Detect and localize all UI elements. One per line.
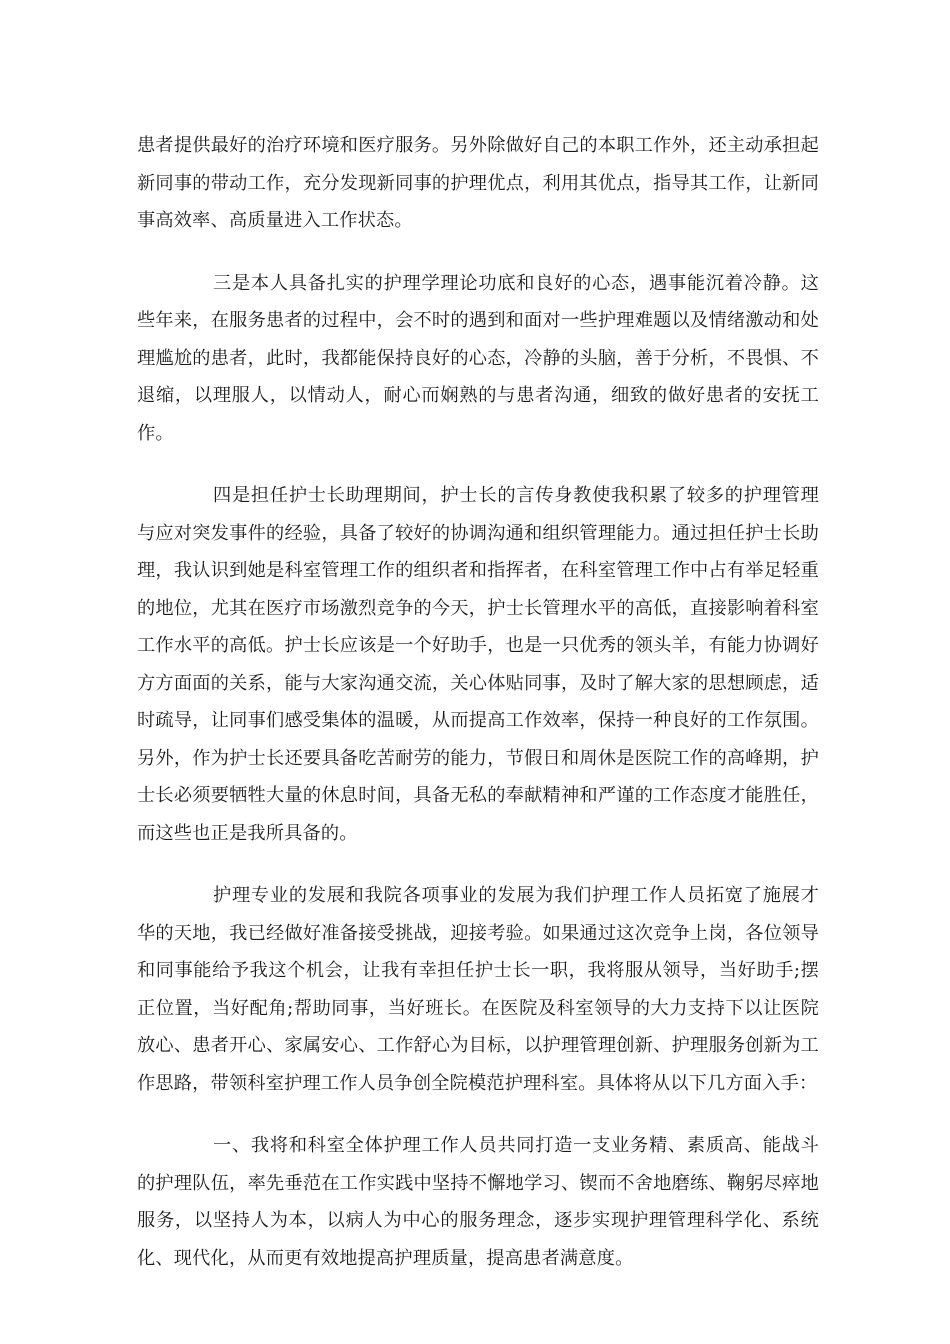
paragraph-third-point: 三是本人具备扎实的护理学理论功底和良好的心态，遇事能沉着冷静。这些年来，在服务患者的过程中，会不时的遇到和面对一些护理难题以及情绪激动和处理尴尬的患者，此时，我都能保持良好的心态，冷静的头脑，善于分析，不畏惧、不退缩，以理服人，以情动人，耐心而娴熟的与患者沟通，细致的做好患者的安抚工作。: [137, 272, 819, 444]
paragraph-continuation: 患者提供最好的治疗环境和医疗服务。另外除做好自己的本职工作外，还主动承担起新同事的带动工作，充分发现新同事的护理优点，利用其优点，指导其工作，让新同事高效率、高质量进入工作状态。: [137, 135, 819, 231]
paragraph-fourth-point: 四是担任护士长助理期间，护士长的言传身教使我积累了较多的护理管理与应对突发事件的经验，具备了较好的协调沟通和组织管理能力。通过担任护士长助理，我认识到她是科室管理工作的组织者和指挥者，在科室管理工作中占有举足轻重的地位，尤其在医疗市场激烈竞争的今天，护士长管理水平的高低，直接影响着科室工作水平的高低。护士长应该是一个好助手，也是一只优秀的领头羊，有能力协调好方方面面的关系，能与大家沟通交流，关心体贴同事，及时了解大家的思想顾虑，适时疏导，让同事们感受集体的温暖，从而提高工作效率，保持一种良好的工作氛围。另外，作为护士长还要具备吃苦耐劳的能力，节假日和周休是医院工作的高峰期，护士长必须要牺牲大量的休息时间，具备无私的奉献精神和严谨的工作态度才能胜任，而这些也正是我所具备的。: [137, 485, 819, 844]
paragraph-plan-item-one: 一、我将和科室全体护理工作人员共同打造一支业务精、素质高、能战斗的护理队伍，率先垂范在工作实践中坚持不懈地学习、锲而不舍地磨练、鞠躬尽瘁地服务，以坚持人为本，以病人为中心的服务理念，逐步实现护理管理科学化、系统化、现代化，从而更有效地提高护理质量，提高患者满意度。: [137, 1135, 819, 1269]
paragraph-plan-intro: 护理专业的发展和我院各项事业的发展为我们护理工作人员拓宽了施展才华的天地，我已经做好准备接受挑战，迎接考验。如果通过这次竞争上岗，各位领导和同事能给予我这个机会，让我有幸担任护士长一职，我将服从领导，当好助手;摆正位置，当好配角;帮助同事，当好班长。在医院及科室领导的大力支持下以让医院放心、患者开心、家属安心、工作舒心为目标，以护理管理创新、护理服务创新为工作思路，带领科室护理工作人员争创全院模范护理科室。具体将从以下几方面入手：: [137, 885, 819, 1094]
document-body: [137, 127, 819, 1277]
